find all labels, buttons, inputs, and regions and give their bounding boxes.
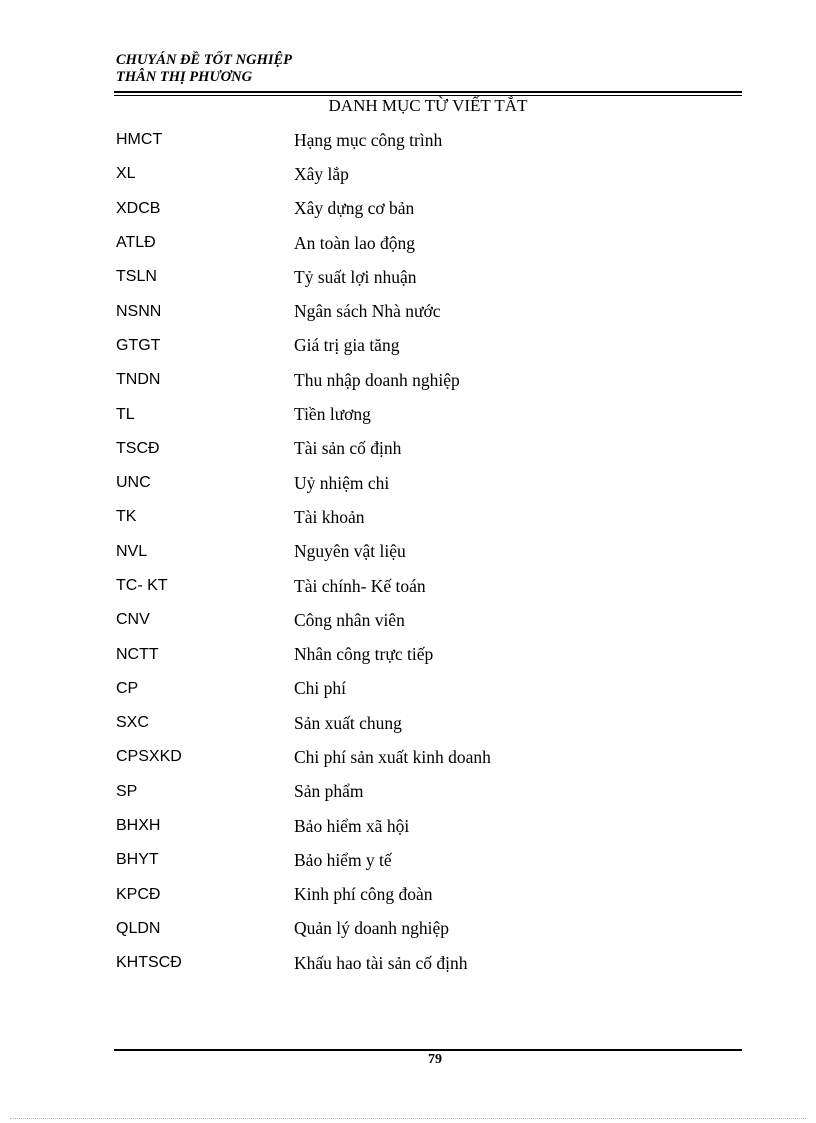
list-item xyxy=(116,637,716,671)
abbreviation-meaning: Uỷ nhiệm chi xyxy=(294,472,390,493)
list-item xyxy=(116,946,716,980)
footer-rule xyxy=(114,1049,742,1051)
list-item xyxy=(116,535,716,569)
page-edge-dotted-line xyxy=(10,1118,806,1119)
abbreviation: NCTT xyxy=(116,645,159,663)
abbreviation-meaning: Hạng mục công trình xyxy=(294,129,443,150)
list-item xyxy=(116,432,716,466)
abbreviation-meaning: Tài khoản xyxy=(294,506,365,527)
abbreviation: NVL xyxy=(116,542,148,560)
abbreviation: KHTSCĐ xyxy=(116,954,182,972)
abbreviation: HMCT xyxy=(116,131,163,149)
abbreviation: TL xyxy=(116,405,135,423)
abbreviation-meaning: Xây lắp xyxy=(294,163,349,184)
abbreviation: UNC xyxy=(116,474,151,492)
abbreviation: BHXH xyxy=(116,817,161,835)
abbreviation: TSLN xyxy=(116,268,157,286)
abbreviation-meaning: Sản xuất chung xyxy=(294,712,402,733)
abbreviation-meaning: Ngân sách Nhà nước xyxy=(294,301,441,322)
list-item xyxy=(116,226,716,260)
list-item xyxy=(116,192,716,226)
abbreviation: QLDN xyxy=(116,919,161,937)
abbreviation: TC- KT xyxy=(116,577,168,594)
list-item xyxy=(116,878,716,912)
list-item xyxy=(116,740,716,774)
abbreviation-meaning: Quản lý doanh nghiệp xyxy=(294,918,450,939)
abbreviation: TNDN xyxy=(116,371,161,389)
abbreviation-meaning: Kinh phí công đoàn xyxy=(294,884,433,905)
list-item xyxy=(116,260,716,294)
list-item xyxy=(116,603,716,637)
abbreviation-meaning: Chi phí xyxy=(294,678,347,699)
abbreviation-meaning: Khấu hao tài sản cố định xyxy=(294,952,468,973)
abbreviation-meaning: Giá trị gia tăng xyxy=(294,335,400,356)
list-item xyxy=(116,294,716,328)
abbreviation-meaning: Tài sản cố định xyxy=(294,438,402,459)
abbreviation: XDCB xyxy=(116,199,161,217)
abbreviation-list xyxy=(116,123,716,980)
abbreviation: ATLĐ xyxy=(116,234,156,252)
abbreviation: CP xyxy=(116,679,139,697)
list-item xyxy=(116,569,716,603)
abbreviation: BHYT xyxy=(116,851,159,869)
abbreviation: XL xyxy=(116,165,136,183)
abbreviation: SXC xyxy=(116,714,149,732)
abbreviation-meaning: Nhân công trực tiếp xyxy=(294,644,434,665)
list-item xyxy=(116,912,716,946)
abbreviation-meaning: Tỷ suất lợi nhuận xyxy=(294,266,417,287)
header-line-2: THÂN THỊ PHƯƠNG xyxy=(116,69,253,85)
list-item xyxy=(116,500,716,534)
list-item xyxy=(116,397,716,431)
abbreviation-meaning: Xây dựng cơ bản xyxy=(294,198,415,219)
list-item xyxy=(116,123,716,157)
abbreviation: SP xyxy=(116,782,138,800)
list-item xyxy=(116,363,716,397)
abbreviation: KPCĐ xyxy=(116,885,161,903)
page-number: 79 xyxy=(428,1052,442,1067)
abbreviation-meaning: Tài chính- Kế toán xyxy=(294,575,426,596)
header-line-1: CHUYÁN ĐỀ TỐT NGHIỆP xyxy=(116,52,293,68)
abbreviation-meaning: Bảo hiểm xã hội xyxy=(294,815,410,836)
list-item xyxy=(116,329,716,363)
abbreviation-meaning: An toàn lao động xyxy=(294,232,416,253)
abbreviation-meaning: Công nhân viên xyxy=(294,609,405,630)
abbreviation-meaning: Thu nhập doanh nghiệp xyxy=(294,369,460,390)
list-item xyxy=(116,672,716,706)
abbreviation-meaning: Nguyên vật liệu xyxy=(294,541,406,562)
list-item xyxy=(116,157,716,191)
page-title: DANH MỤC TỪ VIẾT TẮT xyxy=(328,96,528,115)
abbreviation-meaning: Chi phí sản xuất kinh doanh xyxy=(294,746,491,767)
page-header xyxy=(116,52,292,86)
list-item xyxy=(116,466,716,500)
list-item xyxy=(116,706,716,740)
abbreviation: TK xyxy=(116,508,137,526)
abbreviation: CNV xyxy=(116,611,150,629)
list-item xyxy=(116,809,716,843)
abbreviation: GTGT xyxy=(116,336,161,354)
abbreviation-meaning: Sản phẩm xyxy=(294,781,364,802)
list-item xyxy=(116,843,716,877)
abbreviation-meaning: Tiền lương xyxy=(294,404,371,425)
list-item xyxy=(116,775,716,809)
abbreviation: CPSXKD xyxy=(116,748,182,766)
abbreviation: TSCĐ xyxy=(116,439,160,457)
abbreviation: NSNN xyxy=(116,302,162,320)
header-rule xyxy=(114,91,742,93)
abbreviation-meaning: Bảo hiểm y tế xyxy=(294,849,392,870)
